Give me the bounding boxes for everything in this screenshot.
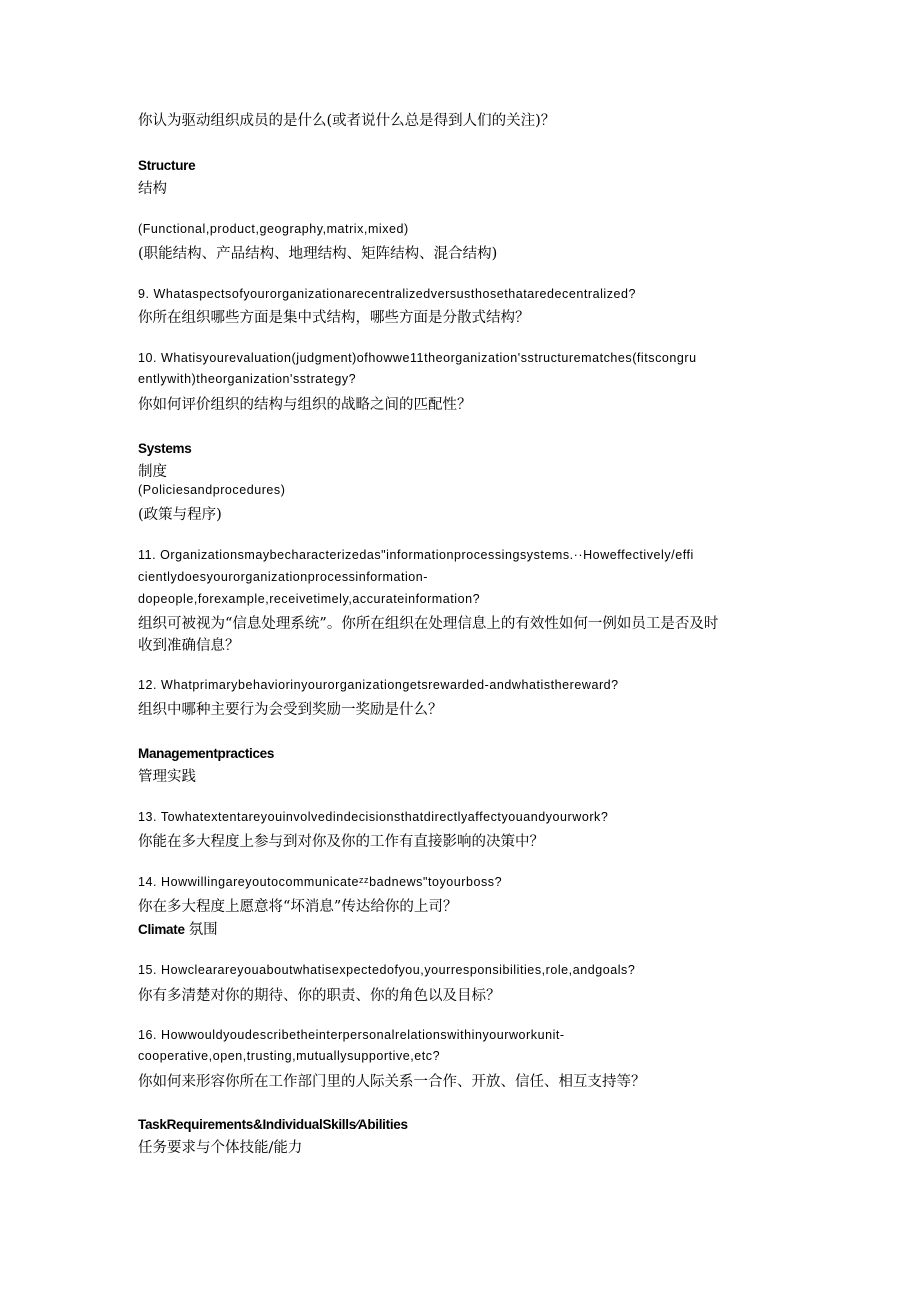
systems-heading-cn: 制度 bbox=[138, 464, 167, 480]
task-heading-cn: 任务要求与个体技能/能力 bbox=[138, 1140, 303, 1156]
question-14-en: 14. Howwillingareyoutocommunicateᶻᶻbadnews"toyourboss? bbox=[138, 875, 503, 889]
question-11-cn-line2: 收到准确信息？ bbox=[138, 638, 240, 654]
question-12-en: 12. Whatprimarybehaviorinyourorganizationgetsrewarded-andwhatisthereward? bbox=[138, 678, 619, 692]
question-15-en: 15. Howclearareyouaboutwhatisexpectedofyou,yourresponsibilities,role,andgoals? bbox=[138, 963, 636, 977]
management-heading-cn: 管理实践 bbox=[138, 769, 196, 785]
question-16-en-line1: 16. Howwouldyoudescribetheinterpersonalrelationswithinyourworkunit- bbox=[138, 1028, 565, 1042]
question-9-cn: 你所在组织哪些方面是集中式结构，哪些方面是分散式结构？ bbox=[138, 310, 530, 326]
structure-heading-en: Structure bbox=[138, 158, 196, 173]
question-13-en: 13. Towhatextentareyouinvolvedindecisionsthatdirectlyaffectyouandyourwork? bbox=[138, 810, 609, 824]
question-10-cn: 你如何评价组织的结构与组织的战略之间的匹配性？ bbox=[138, 397, 472, 413]
systems-sub-cn: (政策与程序) bbox=[138, 507, 222, 523]
task-heading-en: TaskRequirements&IndividualSkills∕Abilities bbox=[138, 1117, 408, 1132]
management-heading-en: Managementpractices bbox=[138, 746, 275, 761]
intro-question-cn: 你认为驱动组织成员的是什么(或者说什么总是得到人们的关注)？ bbox=[138, 113, 556, 129]
structure-types-en: (Functional,product,geography,matrix,mixed) bbox=[138, 222, 409, 236]
question-9-en: 9. Whataspectsofyourorganizationarecentralizedversusthosethataredecentralized? bbox=[138, 287, 637, 301]
question-16-en-line2: cooperative,open,trusting,mutuallysupportive,etc? bbox=[138, 1049, 441, 1063]
question-11-en-line2: cientlydoesyourorganizationprocessinformation- bbox=[138, 570, 429, 584]
question-11-en-line3: dopeople,forexample,receivetimely,accurateinformation? bbox=[138, 592, 481, 606]
question-15-cn: 你有多清楚对你的期待、你的职责、你的角色以及目标？ bbox=[138, 988, 501, 1004]
climate-heading-cn: 氛围 bbox=[188, 922, 218, 938]
question-10-en-line1: 10. Whatisyourevaluation(judgment)ofhowwe11theorganization'sstructurematches(fitscongru bbox=[138, 351, 697, 365]
question-13-cn: 你能在多大程度上参与到对你及你的工作有直接影响的决策中？ bbox=[138, 834, 544, 850]
question-16-cn: 你如何来形容你所在工作部门里的人际关系一合作、开放、信任、相互支持等？ bbox=[138, 1074, 646, 1090]
question-11-cn-line1: 组织可被视为“信息处理系统”。你所在组织在处理信息上的有效性如何一例如员工是否及时 bbox=[138, 616, 719, 632]
question-11-en-line1: 11. Organizationsmaybecharacterizedas"informationprocessingsystems.··Howeffectively/effi bbox=[138, 548, 694, 562]
structure-heading-cn: 结构 bbox=[138, 181, 167, 197]
question-10-en-line2: entlywith)theorganization'sstrategy? bbox=[138, 372, 357, 386]
question-14-cn: 你在多大程度上愿意将“坏消息”传达给你的上司？ bbox=[138, 899, 458, 915]
question-12-cn: 组织中哪种主要行为会受到奖励一奖励是什么？ bbox=[138, 702, 443, 718]
systems-sub-en: (Policiesandprocedures) bbox=[138, 483, 286, 497]
systems-heading-en: Systems bbox=[138, 441, 192, 456]
climate-heading bbox=[138, 918, 218, 939]
structure-types-cn: (职能结构、产品结构、地理结构、矩阵结构、混合结构) bbox=[138, 246, 498, 262]
climate-heading-en: Climate bbox=[138, 922, 185, 937]
